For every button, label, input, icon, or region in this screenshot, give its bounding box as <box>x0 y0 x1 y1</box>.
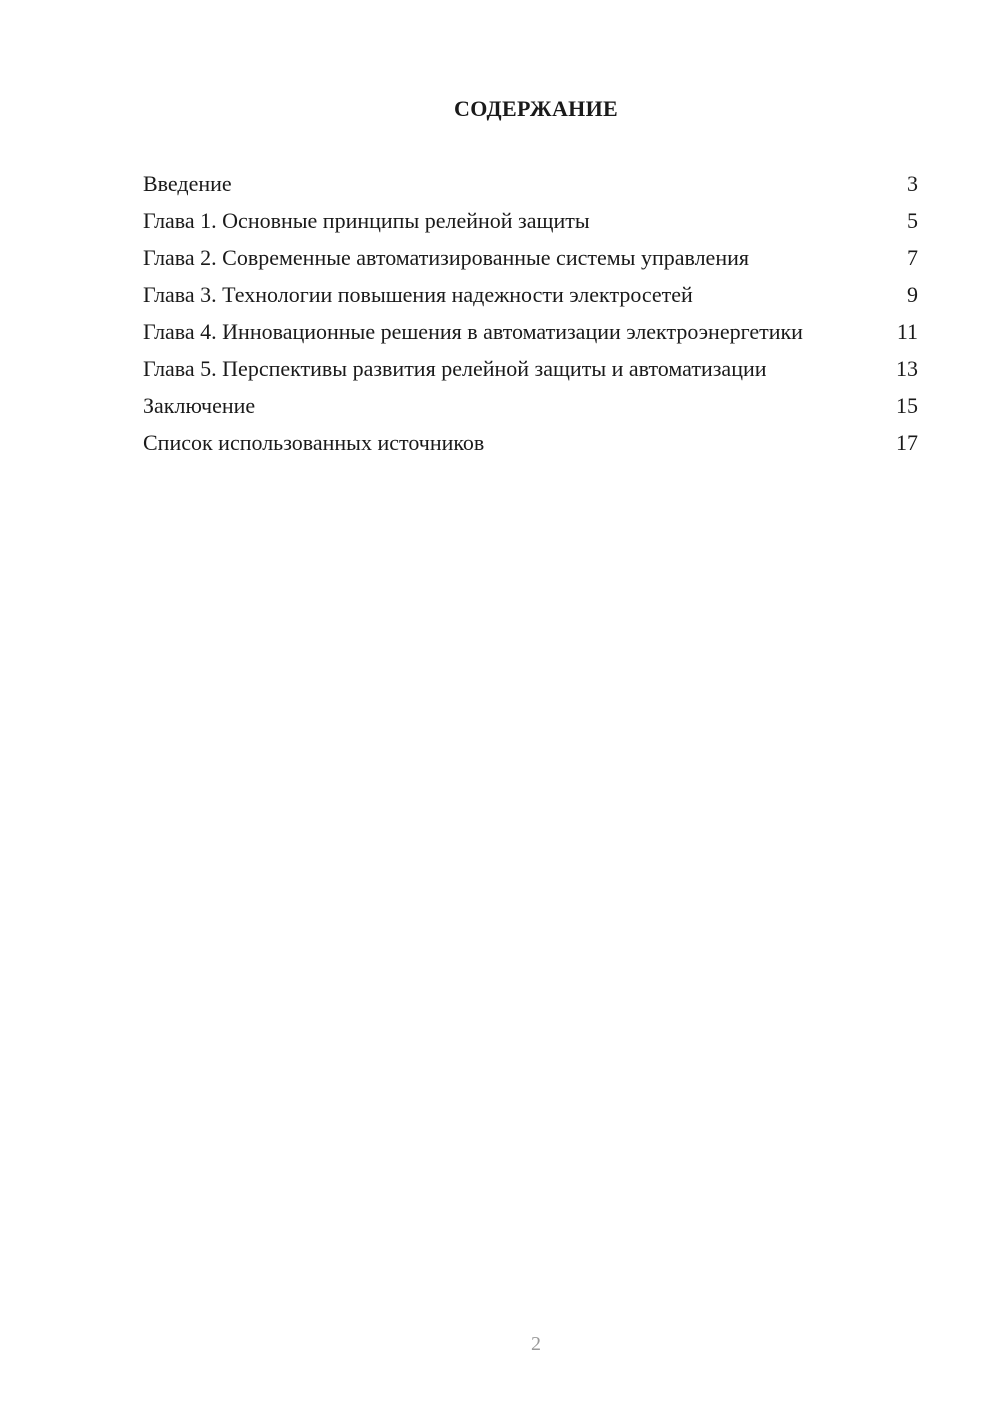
toc-entry-text: Глава 1. Основные принципы релейной защиты <box>143 208 590 233</box>
toc-entry-page: 17 <box>896 430 918 455</box>
toc-entry-page: 5 <box>907 208 918 233</box>
toc-entry-text: Заключение <box>143 393 256 418</box>
toc-entry-chapter-2 <box>143 245 918 271</box>
toc-entry-text: Глава 4. Инновационные решения в автоматизации электроэнергетики <box>143 319 803 344</box>
toc-entry-page: 7 <box>907 245 918 270</box>
toc-entry-text: Глава 3. Технологии повышения надежности электросетей <box>143 282 693 307</box>
toc-entry-page: 11 <box>896 319 918 344</box>
toc-entry-text: Глава 2. Современные автоматизированные системы управления <box>143 245 749 270</box>
toc-title: СОДЕРЖАНИЕ <box>454 96 618 121</box>
toc-entry-chapter-3 <box>143 282 918 308</box>
toc-entry-references <box>143 430 918 456</box>
toc-entry-page: 15 <box>896 393 918 418</box>
toc-entry-page: 13 <box>896 356 918 381</box>
toc-entry-text: Список использованных источников <box>143 430 485 455</box>
toc-entry-conclusion <box>143 393 918 419</box>
toc-entry-page: 3 <box>907 171 918 196</box>
toc-entry-chapter-5 <box>143 356 918 382</box>
toc-entry-text: Глава 5. Перспективы развития релейной защиты и автоматизации <box>143 356 767 381</box>
toc-entry-chapter-1 <box>143 208 918 234</box>
toc-entry-page: 9 <box>907 282 918 307</box>
page-number: 2 <box>531 1333 541 1355</box>
toc-entry-introduction <box>143 171 918 197</box>
toc-entry-chapter-4 <box>143 319 918 345</box>
table-of-contents <box>143 171 918 467</box>
toc-entry-text: Введение <box>143 171 232 196</box>
